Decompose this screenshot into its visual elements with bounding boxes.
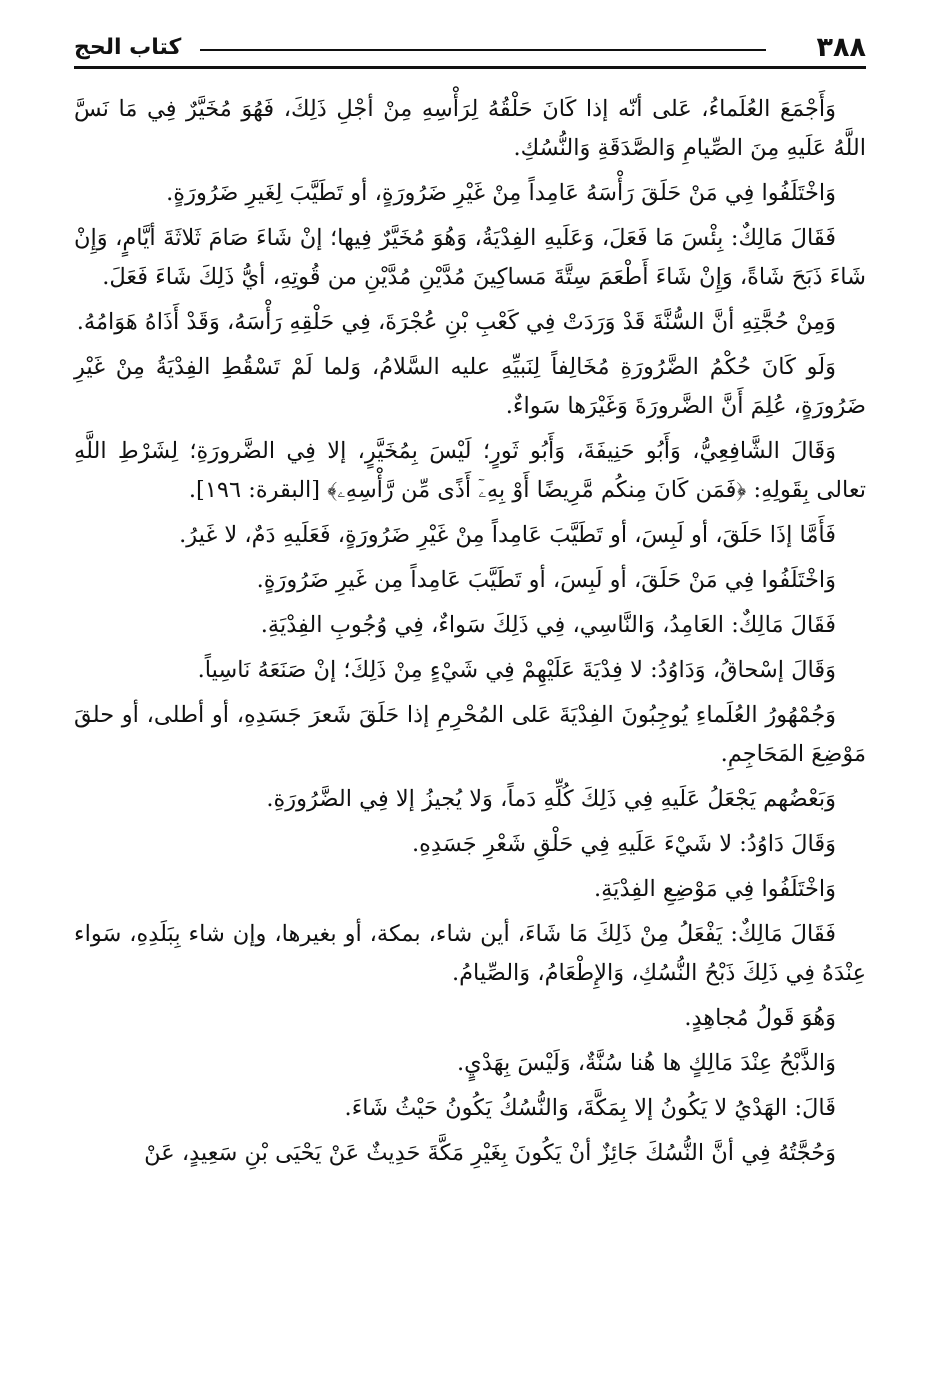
- paragraph: وَبَعْضُهم يَجْعَلُ عَلَيهِ فِي ذَلِكَ كُلِّهِ دَماً، وَلا يُجيزُ إلا فِي الضَّرُورَةِ.: [266, 786, 836, 812]
- page-number: ٣٨٨: [816, 32, 866, 63]
- header-title-rule: [200, 49, 766, 51]
- paragraph: وَقَالَ دَاوُدُ: لا شَيْءَ عَلَيهِ فِي حَلْقِ شَعْرِ جَسَدِهِ.: [411, 831, 836, 857]
- paragraph: وَالذَّبْحُ عِنْدَ مَالِكٍ ها هُنا سُنَّةٌ، وَلَيْسَ بِهَدْيٍ.: [457, 1050, 836, 1076]
- paragraph: وَلَو كَانَ حُكْمُ الضَّرُورَةِ مُخَالِفاً لِنَبيِّهِ عليه السَّلامُ، وَلما لَمْ تَسْقُطِ الفِدْيَةُ مِنْ غَيْرِ ضَرُورَةٍ، عُلِمَ أَنَّ الضَّرورَةَ وَغَيْرَها سَواءٌ.: [74, 354, 866, 419]
- paragraph: وَأَجْمَعَ العُلَماءُ، عَلى أنّه إذا كَانَ حَلْقُهُ لِرَأْسِهِ مِنْ أجْلِ ذَلِكَ، فَهُوَ مُخَيَّرٌ فِي مَا نَسَّ اللَّهُ عَلَيهِ مِنَ الصِّيامِ وَالصَّدَقَةِ وَالنُّسُكِ.: [74, 96, 866, 161]
- paragraph: فَقَالَ مَالِكٌ: يَفْعَلُ مِنْ ذَلِكَ مَا شَاءَ، أين شاء، بمكة، أو بغيرها، وإن شاء بِبَلَدِهِ، سَواء عِنْدَهُ فِي ذَلِكَ ذَبْحُ النُّسُكِ، وَالإِطْعَامُ، وَالصِّيامُ.: [74, 921, 866, 986]
- paragraph: وَجُمْهُورُ العُلَماءِ يُوجِبُونَ الفِدْيَةَ عَلى المُحْرِمِ إذا حَلَقَ شَعرَ جَسَدِهِ، أو أطلى، أو حلقَ مَوْضِعَ المَحَاجِمِ.: [74, 702, 866, 767]
- paragraph: وَهُوَ قَولُ مُجاهِدٍ.: [684, 1005, 836, 1031]
- paragraph: وَاخْتَلَفُوا فِي مَنْ حَلَقَ رَأْسَهُ عَامِداً مِنْ غَيْرِ ضَرُورَةٍ، أو تَطَيَّبَ لِغَيرِ ضَرُورَةٍ.: [166, 180, 836, 206]
- paragraph: قَالَ: الهَدْيُ لا يَكُونُ إلا بِمَكَّةَ، وَالنُّسُكُ يَكُونُ حَيْثُ شَاءَ.: [344, 1095, 836, 1121]
- paragraph: وَمِنْ حُجَّتِهِ أنَّ السُّنَّةَ قَدْ وَرَدَتْ فِي كَعْبِ بْنِ عُجْرَةَ، فِي حَلْقِهِ رَأْسَهُ، وَقَدْ أَذَاهُ هَوَامُهُ.: [76, 309, 836, 335]
- page-body: [74, 90, 866, 1173]
- paragraph: وَاخْتَلَفُوا فِي مَنْ حَلَقَ، أو لَبِسَ، أو تَطَيَّبَ عَامِداً مِن غَيرِ ضَرُورَةٍ.: [256, 567, 836, 593]
- header-rule: [74, 66, 866, 69]
- paragraph: فَقَالَ مَالِكٌ: العَامِدُ، وَالنَّاسِي، فِي ذَلِكَ سَواءٌ، فِي وُجُوبِ الفِدْيَةِ.: [260, 612, 836, 638]
- paragraph: وَحُجَّتُهُ فِي أنَّ النُّسُكَ جَائِزٌ أنْ يَكُونَ بِغَيْرِ مَكَّةَ حَدِيثٌ عَنْ يَحْيَى بْنِ سَعِيدٍ، عَنْ: [144, 1140, 836, 1166]
- paragraph: وَاخْتَلَفُوا فِي مَوْضِعِ الفِدْيَةِ.: [593, 876, 836, 902]
- paragraph: وَقَالَ الشَّافِعِيُّ، وَأَبُو حَنِيفَةَ، وَأَبُو ثَورٍ؛ لَيْسَ بِمُخَيَّرٍ، إلا فِي الضَّرورَةِ؛ لِشَرْطِ اللَّهِ تعالى بِقَولِهِ: ﴿فَمَن كَانَ مِنكُم مَّرِيضًا أَوْ بِهِۦٓ أَذًى مِّن رَّأْسِهِۦ﴾ [البقرة: ١٩٦].: [74, 438, 866, 503]
- paragraph: فَقَالَ مَالِكٌ: بِئْسَ مَا فَعَلَ، وَعَلَيهِ الفِدْيَةُ، وَهُوَ مُخَيَّرٌ فِيها؛ إنْ شَاءَ صَامَ ثَلاثَةَ أيَّامٍ، وَإِنْ شَاءَ ذَبَحَ شَاةً، وَإِنْ شَاءَ أَطْعَمَ سِتَّةَ مَساكِينَ مُدَّيْنِ مُدَّيْنِ من قُوتِهِ، أيُّ ذَلِكَ شَاءَ فَعَلَ.: [74, 225, 866, 290]
- paragraph: وَقَالَ إسْحاقُ، وَدَاوُدُ: لا فِدْيَةَ عَلَيْهِمْ فِي شَيْءٍ مِنْ ذَلِكَ؛ إنْ صَنَعَهُ نَاسِياً.: [197, 657, 836, 683]
- page-header: [74, 26, 866, 66]
- running-title: كتاب الحج: [74, 35, 182, 60]
- paragraph: فَأَمَّا إذَا حَلَقَ، أو لَبِسَ، أو تَطَيَّبَ عَامِداً مِنْ غَيْرِ ضَرُورَةٍ، فَعَلَيهِ دَمٌ، لا غَيرُ.: [179, 522, 836, 548]
